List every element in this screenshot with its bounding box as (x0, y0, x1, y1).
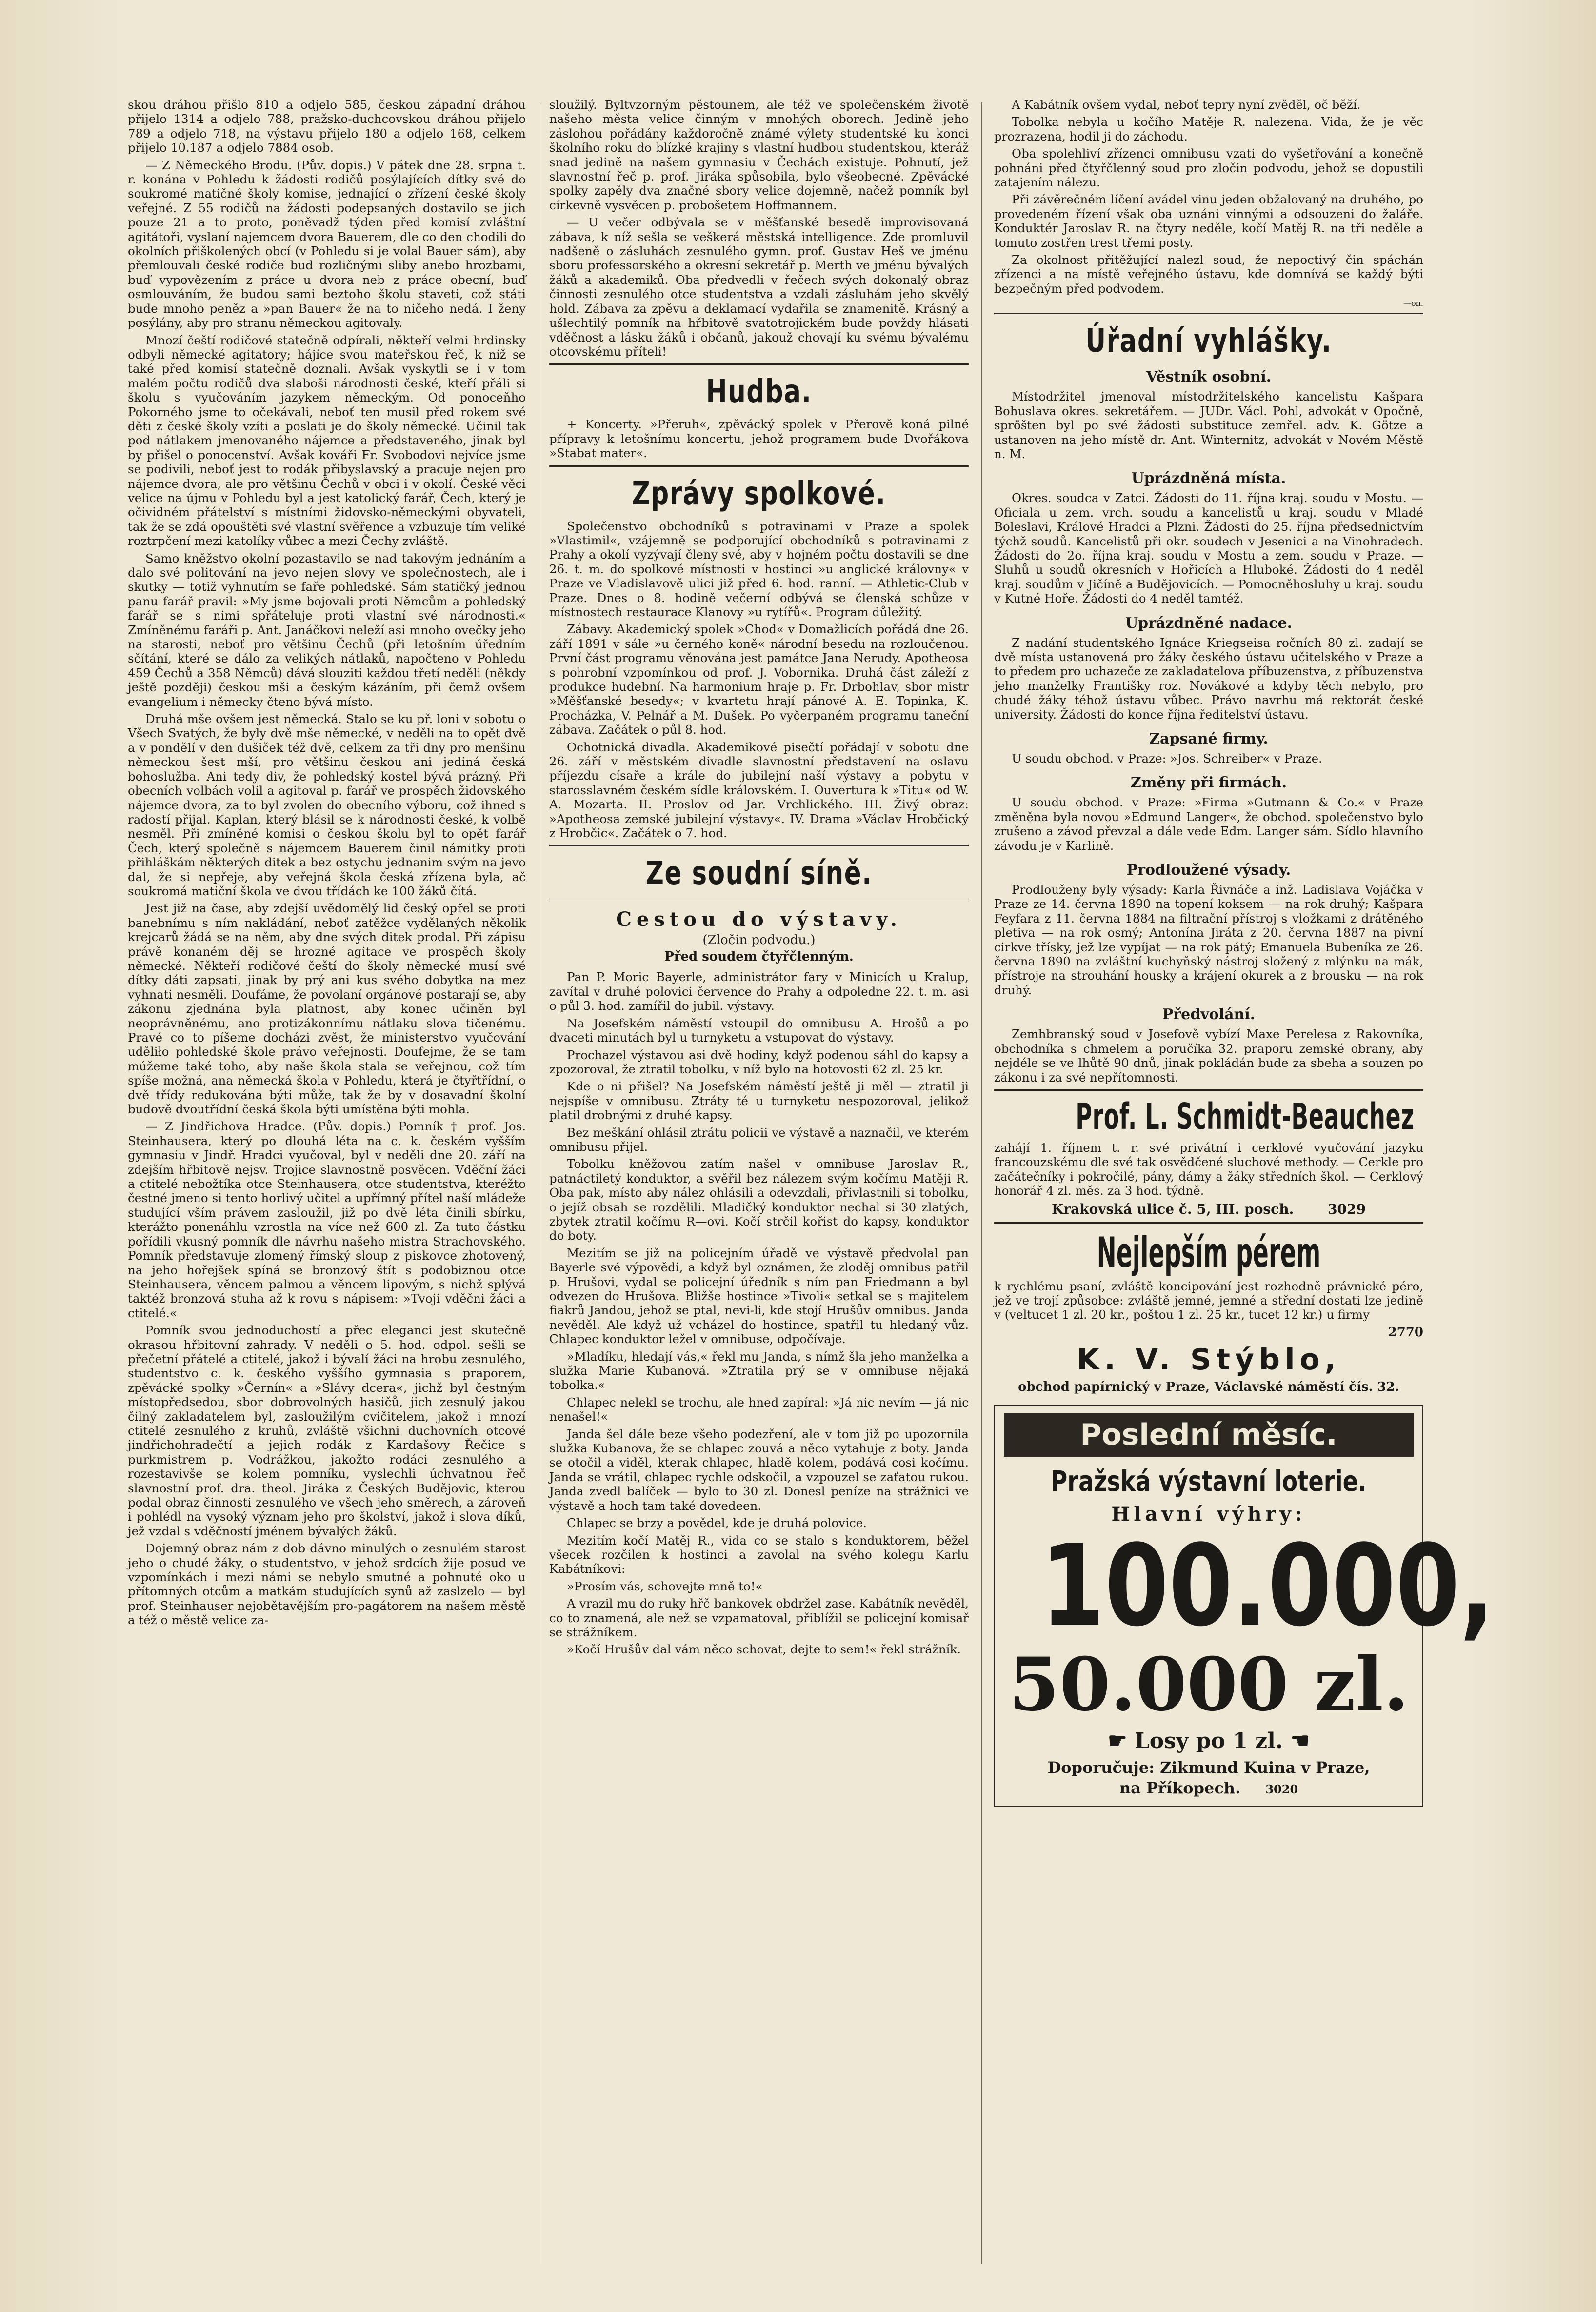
article-paragraph: Mnozí čeští rodičové statečně odpírali, někteří velmi hrdinsky odbyli německé agitatory; hájíce svou mateřskou řeč, k níž se také před komisí statečně doznali. Avšak vyskytli se i v tom malém počtu rodičů dva slaboši národnosti české, kteří přáli si školu s vyučováním jazykem německým. Od ponoceňho Pokorného jsme to očekávali, neboť ten musil před rokem své děti z české školy vzíti a poslati je do školy německé. Učinil tak pod nátlakem jmenovaného nájemce a představeného, jinak byl by přišel o ponocenství. Avšak kováři Fr. Svobodovi nejvíce jsme se podivili, neboť jest to rodák přibyslavský a pracuje nejen pro nájemce dvora, ale pro většinu Čechů v obci i v okolí. České věci velice na újmu v Pohledu byl a jest katolický farář, Čech, který je očividném přátelství s místními židovsko-německými obyvateli, tak že se zdá opouštěti své vlastní svěřence a vzbuzuje tím veliké roztrpčení mezi katolíky vůbec a mezi Čechy zvláště. (128, 333, 526, 548)
ad-address: Krakovská ulice č. 5, III. posch. (1051, 1201, 1294, 1217)
ad-tickets: ☛ Losy po 1 zl. ☚ (1108, 1728, 1310, 1753)
column-rule (981, 102, 982, 2264)
subheading: Uprázdněné nadace. (1125, 614, 1293, 632)
article-paragraph: — Z Německého Brodu. (Pův. dopis.) V pátek dne 28. srpna t. r. konána v Pohledu k žádosti rodičů posýlajících dítky své do soukromé matičné školy komise, jednající o zřízení české školy veřejné. Z 55 rodičů na žádosti podepsaných dostavilo se jich pouze 21 a to proto, poněvadž týden před komisí zvláštní agitátoři, vyslaní najemcem dvora Bauerem, dle co den chodili do okolních přiškolených obcí (v Pohledu si je volal Bauer sám), aby přemlouvali české rodiče bud rozličnými sliby anebo hrozbami, buď vypovězením z práce u dvora neb z práce obecní, buď osmlouváním, že budou sami beztoho školu staveti, což státi bude mnoho peněz a »pan Bauer« že na to ničeho nedá. I ženy posýlány, aby pro stranu německou agitovaly. (128, 158, 526, 330)
article-paragraph: Jest již na čase, aby zdejší uvědomělý lid český opřel se proti banebnímu s ním nakládání, neboť zatěžce vydělaných několik krejcarů žádá se na něm, aby dne svých ditek prodal. Při zápisu právě konaném děj se hrozné agitace ve prospěch školy německé. Někteří rodičové čeští do školy německé musí své dítky dáti zapsati, jinak by prý ani kus svého dobytka na mez vyhnati nesměli. Doufáme, že povolaní orgánové postarají se, aby zákonu zjednána byla platnost, aby konec učiněn byl neoprávněnému, ano protizákonnímu nátlaku slova tičenému. Pravé co to píšeme docházi zvěst, že ministerstvo vyučování uděliło pohledské škole právo veřejnosti. Doufejme, že se tam múžeme také toho, aby naše škola stala se veřejnou, což tím spíše možná, ana německá škola v Pohledu, která je čtyřtřídní, o dvě třídy redukována býti může, tak že by v dosavadní školní budově dvoutřídní česká škola býti umístěna býti mohla. (128, 901, 526, 1117)
ad-address: na Příkopech. 3020 (1119, 1778, 1298, 1797)
article-paragraph: U soudu obchod. v Praze: »Firma »Gutmann & Co.« v Praze změněna byla novou »Edmund Langer«, že obchod. společenstvo bylo zrušeno a závod převzal a dále vede Edm. Langer sám. Sídlo hlavního závodu je v Karlině. (994, 795, 1423, 853)
article-paragraph: Dojemný obraz nám z dob dávno minulých o zesnulém starost jeho o chudé žáky, o studentstvo, v jehož srdcích žije posud ve vzpomínkách i mezi námi se nebylo smutné a pohnuté oko u přítomných otcům a matkám studujících synů až zaslzelo — byl prof. Steinhauser nejobětavějším pro-pagátorem na našem městě a též o městě velice za- (128, 1541, 526, 1628)
advertisement-pero (994, 1228, 1423, 1394)
article-paragraph: Bez meškání ohlásil ztrátu policii ve výstavě a naznačil, ve kterém omnibusu přijel. (549, 1125, 969, 1154)
subheading: Změny při firmách. (1130, 774, 1287, 792)
article-paragraph: Při závěrečném líčení avádel vinu jeden obžalovaný na druhého, po provedeném řízení však oba uznáni vinnými a odsouzeni do žaláře. Konduktér Jaroslav R. na čtyry neděle, kočí Matěj R. na tři neděle a tomuto zostřen trest třemi posty. (994, 192, 1423, 250)
article-paragraph: »Kočí Hrušův dal vám něco schovat, dejte to sem!« řekl strážník. (567, 1642, 961, 1657)
article-paragraph: Samo kněžstvo okolní pozastavilo se nad takovým jednáním a dalo své politování na jevo nejen slovy ve společnostech, ale i skutky — totiž vyhnutím se faře pohledské. Sám statičký jednou panu farář pravil: »My jsme bojovali proti Němcům a pohledský farář se s nimi spřáteluje proti vlastní své národnosti.« Zmíněnému faráři p. Ant. Janáčkovi neleží asi mnoho ovečky jeho na starosti, neboť pro většinu Čechů (při letošním úředním sčítání, které se dálo za velikých nátlaků, napočteno v Pohledu 459 Čechů a 358 Němců) dává slouziti každou třetí neděli (někdy ještě později) českou mši a českým kázáním, při čemž ovšem evangelium i německy čteno bývá místo. (128, 551, 526, 709)
ad-text: zahájí 1. říjnem t. r. své privátní i cerklové vyučování jazyku francouzskému dle své tak osvědčené sluchové methody. — Cerkle pro začátečníky i pokročilé, pány, dámy a žáky středních škol. — Cerklový honorář 4 zl. měs. za 3 hod. týdně. (994, 1140, 1423, 1198)
subheading: Uprázdněná místa. (1131, 470, 1286, 487)
ad-text: k rychlému psaní, zvláště koncipování jest rozhodně právnické péro, jež ve trojí způsobce: zvláště jemné, jemné a střední dostati lze jedině v (veltucet 1 zl. 20 kr., poštou 1 zl. 25 kr., tucet 12 kr.) u firmy (994, 1279, 1423, 1322)
column-2 (549, 98, 969, 1660)
column-3 (994, 98, 1495, 1818)
ad-firm: K. V. Stýblo, (1077, 1342, 1341, 1377)
section-divider (994, 1089, 1423, 1091)
article-paragraph: Pan P. Moric Bayerle, administrátor fary v Minicích u Kralup, zavítal v druhé polovici července do Prahy a odpoledne 22. t. m. asi o půl 3. hod. zamířil do jubil. výstavy. (549, 970, 969, 1013)
ad-number: 2770 (1388, 1325, 1423, 1340)
subheading: Předvolání. (1162, 1006, 1256, 1024)
section-divider (994, 313, 1423, 314)
article-paragraph: Na Josefském náměstí vstoupil do omnibusu A. Hrošů a po dvaceti minutách byl u turnyketu a vstupovat do výstavy. (549, 1016, 969, 1045)
section-divider (994, 1222, 1423, 1224)
ad-title: Nejlepším pérem (1097, 1228, 1321, 1277)
article-paragraph: Zábavy. Akademický spolek »Chod« v Domažlicích pořádá dne 26. září 1891 v sále »u černého koně« národní besedu na rozloučenou. První část programu věnována jest památce Jana Nerudy. Apotheosa s pohrobní vzpomínkou od prof. J. Vobornika. Druhá část záleží z produkce hudební. Na harmonium hraje p. Fr. Drbohlav, sbor mistr »Měšťanské besedy«; v kvartetu hrají pánové A. E. Topinka, K. Procházka, V. Pelnář a M. Dušek. Po vyčerpaném programu taneční zábava. Začátek o půl 8. hod. (549, 622, 969, 737)
ad-address: obchod papírnický v Praze, Václavské náměstí čís. 32. (1018, 1379, 1399, 1394)
ad-prize-main: 100.000, (1040, 1521, 1495, 1651)
subheading: Zapsané firmy. (1149, 730, 1268, 747)
article-paragraph: Oba spolehliví zřízenci omnibusu vzati do vyšetřování a konečně pohnáni před čtyřčlenný soud pro zločin podvodu, jehož se dopustili zatajením nálezu. (994, 146, 1423, 190)
article-paragraph: Okres. soudca v Zatci. Žádosti do 11. října kraj. soudu v Mostu. — Oficiala u zem. vrch. soudu a kancelistů u kraj. soudu v Mladé Boleslavi, Králové Hradci a Plzni. Žádosti do 25. října předsednictvím týchž soudů. Kancelistů při okr. soudech v Jesenici a na Vinohradech. Žádosti do 2o. října kraj. soudu v Mostu a zem. soudu v Praze. — Sluhů u soudů okresních v Hořicích a Hluboké. Žádosti do 4 neděl kraj. soudům v Jičíně a Budějovicích. — Pomocněhosluhy u kraj. soudu v Kutné Hoře. Žádosti do 4 neděl tamtéž. (994, 491, 1423, 606)
article-paragraph: Tobolku kněžovou zatím našel v omnibuse Jaroslav R., patnáctiletý konduktor, a svěřil bez nálezem svým kočímu Matěji R. Oba pak, místo aby nález ohlásili a odevzdali, přivlastnili si tobolku, o jejíž obsah se rozdělili. Mladičký konduktor nechal si 30 zlatých, zbytek ztratil kočímu R—ovi. Kočí strčil kořist do kapsy, konduktor do boty. (549, 1157, 969, 1243)
article-paragraph: Z nadání studentského Ignáce Kriegseisa ročních 80 zl. zadají se dvě místa ustanovená pro žáky českého ústavu učitelského v Praze a to předem pro uchazeče ze zakladatelova příbuzenstva, z příbuzenstva jeho manželky Františky roz. Novákové a kdyby těch nebylo, pro chudé žáky téhož ústavu vůbec. Právo navrhu má rektorát české university. Žádosti do konce října ředitelství ústavu. (994, 635, 1423, 722)
article-paragraph: sloužilý. Byltvzorným pěstounem, ale též ve společenském životě našeho města velice činným v mnohých oborech. Jedině jeho záslohou pořádány každoročně známé výlety studentské ku konci školního roku do blízké krajiny s vlastní hudbou studentskou, kteráž snad jedině na našem gymnasiu v Čechách existuje. Pohnutí, jež slavnostní řeč p. prof. Jiráka spůsobila, bylo všeobecné. Zpěvácké spolky zapěly dva značné sbory velice dojemně, načež pomník byl církevně vysvěcen p. probošetem Hoffmannem. (549, 98, 969, 212)
article-paragraph: Pomník svou jednoduchostí a přec eleganci jest skutečně okrasou hřbitovní zahrady. V neděli o 5. hod. odpol. sešli se přečetní přátelé a ctitelé, jakož i bývalí žáci na hrobu zesnulého, studentstvo c. k. českého vyššího gymnasia s praporem, zpěvácké spolky »Černín« a »Slávy dcera«, jichž byl čestným místopředsedou, sbor dobrovolných hasičů, jich zesnulý jakou čilný zakladatelem byl, zasloužilým cvičitelem, jakož i mnozí ctitelé zesnulého z kruhů, zvláště všichni duchovních otcové jindřichohradečtí a jejich rodák z Kardašovy Řečice s purkmistrem p. Vodrážkou, jakožto rodáci zesnulého a rozestavivše se kolem pomníku, vyslechli úchvatnou řeč slavnostní prof. dra. theol. Jiráka z Českých Budějovic, kterou podal obraz činnosti zesnulého ve všech jeho směrech, a zároveň i pohlédl na vysoký význam jeho pro školství, jakož i slova díků, jež vzdal s vděčností jménem bývalých žáků. (128, 1323, 526, 1538)
article-paragraph: Zemhbranský soud v Josefově vybízí Maxe Perelesa z Rakovníka, obchodníka s chmelem a poručíka 32. praporu zemské obrany, aby nejdéle se ve lhůtě 90 dnů, jinak pokládán bude za sbeha a souzen po zákonu i za své nepřítomnosti. (994, 1027, 1423, 1085)
article-paragraph: Mezitím kočí Matěj R., vida co se stalo s konduktorem, běžel všecek rozčilen k hostinci a zavolal na svého kolegu Karlu Kabátníkovi: (549, 1533, 969, 1576)
article-paragraph: U soudu obchod. v Praze: »Jos. Schreiber« v Praze. (1012, 751, 1322, 765)
article-paragraph: — U večer odbývala se v měšťanské besedě improvisovaná zábava, k níž sešla se veškerá městská intelligence. Zde promluvil nadšeně o zásluhách zesnulého gymn. prof. Gustav Heš ve jménu sboru professorského a okresní sekretář p. Merth ve jménu bývalých žáků a akademiků. Oba předvedli v řečech svých dokonalý obraz činnosti zesnulého otce studentstva a vzdali zásluhám jeho skvělý hold. Zábava za zpěvu a deklamací vydařila se znamenitě. Krásný a ušlechtilý pomník na hřbitově svatotrojickém bude povždy hlásati vděčnost a lásku žáků i občanů, jakouž chovají ku svému bývalému otcovskému příteli! (549, 215, 969, 359)
article-paragraph: Za okolnost přitěžující nalezl soud, že nepoctivý čin spáchán zřízenci a na místě veřejného ústavu, kde domnívá se každý býti bezpečným před podvodem. (994, 253, 1423, 296)
section-divider (549, 845, 969, 846)
pointing-hand-icon: ☛ (1108, 1728, 1135, 1753)
article-paragraph: — Z Jindřichova Hradce. (Pův. dopis.) Pomník † prof. Jos. Steinhausera, který po dlouhá léta na c. k. českém vyšším gymnasiu v Jindř. Hradci vyučoval, byl v neděli dne 20. září na zdejším hřbitově nejsv. Trojice slavnostně posvěcen. Vděční žáci a ctitelé nebožtíka otce Steinhausera, otce studentstva, kteréžto čestné jmeno si tento horlivý učitel a upřímný přítel naší mládeže studující vším právem zasloužil, již po dvě léta činili sbírku, kterážto ponenáhlu vzrostla na více než 600 zl. Za tuto částku pořídili vkusný pomník dle návrhu našeho mistra Strachovského. Pomník představuje zlomený římský sloup z piskovce zhotovený, na jeho hořejšek spíná se bronzový štít s podobiznou otce Steinhausera, věncem palmou a věncem lipovým, s nichž splývá taktéž bronzová stuha až k rovu s nápisem: »Tvoji vděčni žáci a ctitelé.« (128, 1119, 526, 1320)
article-paragraph: + Koncerty. »Přeruh«, zpěvácký spolek v Přerově koná pilné přípravy k letošnímu koncertu, jehož programem bude Dvořákova »Stabat mater«. (549, 417, 969, 461)
article-paragraph: »Prosím vás, schovejte mně to!« (567, 1579, 763, 1593)
column-1 (128, 98, 526, 1630)
ad-prize-second: 50.000 zl. (1008, 1641, 1409, 1728)
ad-banner: Poslední měsíc. (1004, 1413, 1414, 1457)
ad-address-row (994, 1201, 1423, 1217)
story-subtitle: (Zločin podvodu.) (702, 933, 816, 948)
pointing-hand-icon: ☚ (1290, 1728, 1310, 1753)
article-paragraph: Chlapec se brzy a povědel, kde je druhá polovice. (567, 1516, 867, 1530)
article-paragraph: Chlapec nelekl se trochu, ale hned zapíral: »Já nic nevím — já nic nenašel!« (549, 1395, 969, 1424)
section-divider (549, 465, 969, 467)
advertisement-lottery (994, 1405, 1495, 1807)
article-paragraph: skou dráhou přišlo 810 a odjelo 585, českou západní dráhou přijelo 1314 a odjelo 788, pražsko-duchcovskou dráhou přijelo 789 a odjelo 718, na výstavu přijelo 180 a odjelo 168, celkem přijelo 10.187 a odjelo 7884 osob. (128, 98, 526, 155)
article-paragraph: Prodlouženy byly výsady: Karla Řivnáče a inž. Ladislava Vojáčka v Praze ze 14. června 1890 na topení koksem — na rok druhý; Kašpara Feyfara z 11. června 1884 na filtrační přístroj s vložkami z drátěného pletiva — na rok osmý; Antonína Jiráta z 20. června 1887 na pivní cirkve třísky, jež lze vypíjat — na rok pátý; Emanuela Bubeníka ze 26. června 1890 na zvláštní kuchyňský nástroj složený z mlýnku na mák, přístroje na strouhání housky a krájení okurek a z brousku — na rok druhý. (994, 883, 1423, 997)
story-title: Cestou do výstavy. (616, 908, 902, 931)
article-paragraph: Tobolka nebyla u kočího Matěje R. nalezena. Vida, že je věc prozrazena, hodil ji do záchodu. (994, 115, 1423, 143)
ad-number: 3020 (1265, 1782, 1298, 1796)
article-paragraph: Janda šel dále beze všeho podezření, ale v tom již po upozornila služka Kubanova, že se chlapec zouvá a něco vytahuje z boty. Janda se otočil a viděl, kterak chlapec, hladě kolem, podává cosi kočímu. Janda se vrátil, chlapec rychle odskočil, a vzpouzel se zaťatou rukou. Janda zvedl balíček — bylo to 30 zl. Donesl peníze na strážnici ve výstavě a hoch tam také dovedeen. (549, 1427, 969, 1513)
section-heading-urad: Úřadní vyhlášky. (1085, 322, 1332, 360)
story-subtitle: Před soudem čtyřčlenným. (664, 949, 854, 965)
section-divider (549, 363, 969, 365)
subheading: Prodloužené výsady. (1126, 862, 1291, 879)
article-paragraph: A Kabátník ovšem vydal, neboť tepry nyní zvěděl, oč běží. (1012, 98, 1361, 112)
ad-name: Prof. L. Schmidt-Beauchez (1076, 1095, 1415, 1138)
section-heading-spolky: Zprávy spolkové. (632, 474, 886, 512)
article-paragraph: A vrazil mu do ruky hřč bankovek obdržel zase. Kabátník nevěděl, co to znamená, ale než se vzpamatoval, přiblížil se policejní komisař se strážníkem. (549, 1596, 969, 1639)
article-paragraph: Ochotnická divadla. Akademikové pisečtí pořádají v sobotu dne 26. září v městském divadle slavnostní představení na oslavu příjezdu císaře a krále do jubilejní naší výstavy a pobytu v starosslavném českém sídle královském. I. Ouvertura k »Titu« od W. A. Mozarta. II. Proslov od Jar. Vrchlického. III. Živý obraz: »Apotheosa zemské jubilejní výstavy«. IV. Drama »Václav Hrobčický z Hrobčic«. Začátek o 7. hod. (549, 740, 969, 841)
section-heading-soud: Ze soudní síně. (645, 854, 873, 892)
article-paragraph: Místodržitel jmenoval místodržitelského kancelistu Kašpara Bohuslava okres. sekretářem. — JUDr. Václ. Pohl, advokát v Opočně, spröšten byl po své žádosti substituce zemřel. adv. K. Götze a ustanoven na jeho místě dr. Ant. Winternitz, advokát v Novém Městě n. M. (994, 389, 1423, 461)
article-paragraph: Druhá mše ovšem jest německá. Stalo se ku př. loni v sobotu o Všech Svatých, že byly dvě mše německé, v neděli na to opět dvě a v pondělí v den dušiček též dvě, celkem za tři dny pro menšinu německou šest mší, pro většinu českou ani jediná česká bohoslužba. Ani tedy div, že pohledský kostel bývá prázný. Při obecních volbách volil a agitoval p. farář ve prospěch židovského nájemce dvora, za to byl zvolen do obecního výboru, což ihned s radostí přijal. Kaplan, který blásil se k národnosti české, k volbě nesměl. Při zmíněné komisi o českou školu byl to opět farář Čech, který společně s nájemcem Bauerem činil námitky proti přihláškám některých ditek a bez ostychu jednanim svým na jevo dal, že si nepřeje, aby veřejná škola česká zřízena byla, ač soukromá matiční škola ve dvou třídách ke 100 žáků čítá. (128, 712, 526, 898)
ad-number: 3029 (1328, 1201, 1366, 1217)
section-heading-hudba: Hudba. (706, 373, 812, 411)
subheading: Věstník osobní. (1146, 368, 1272, 386)
ad-recommender: Doporučuje: Zikmund Kuina v Praze, (1047, 1758, 1370, 1777)
ad-label: Hlavní výhry: (1111, 1502, 1306, 1526)
article-paragraph: Prochazel výstavou asi dvě hodiny, když podenou sáhl do kapsy a zpozoroval, že ztratil tobolku, v níž bylo na hotovosti 62 zl. 25 kr. (549, 1047, 969, 1076)
article-paragraph: Mezitím se již na policejním úřadě ve výstavě předvolal pan Bayerle své výpovědi, a když byl oznámen, že zloděj omnibus patřil p. Hrušovi, vydal se policejní úředník s ním pan Friedmann a byl odvezen do Hrušova. Bližše hostince »Tivoli« setkal se s majitelem fiakrů Jandou, jehož se ptal, nevi-li, kde stojí Hrušův omnibus. Janda nevěděl. Ale když už vcházel do hostince, spatřil tu hledaný vůz. Chlapec konduktor ležel v omnibuse, odpočívaje. (549, 1246, 969, 1347)
article-paragraph: Kde o ni přišel? Na Josefském náměstí ještě ji měl — ztratil ji nejspíše v omnibusu. Ztráty té u turnyketu nespozoroval, jelikož platil drobnými z druhé kapsy. (549, 1079, 969, 1123)
author-signature: —on. (1403, 299, 1423, 308)
article-paragraph: Společenstvo obchodníků s potravinami v Praze a spolek »Vlastimil«, vzájemně se podporující obchodníků s potravinami z Prahy a okolí vyzývají členy své, aby v hojném počtu dostavili se dne 26. t. m. do spolkové místnosti v hostinci »u anglické královny« v Praze ve Vladislavově ulici již před 6. hod. ranní. — Athletic-Club v Praze. Dnes o 8. hodině večerní odbývá se členská schůze v místnostech restaurace Klanovy »u rytířů«. Program důležitý. (549, 519, 969, 619)
article-paragraph: »Mladíku, hledají vás,« řekl mu Janda, s nímž šla jeho manželka a služka Marie Kubanová. »Ztratila prý se v omnibuse nějaká tobolka.« (549, 1349, 969, 1392)
advertisement-schmidt (994, 1096, 1423, 1217)
ad-title: Pražská výstavní loterie. (1051, 1464, 1367, 1498)
